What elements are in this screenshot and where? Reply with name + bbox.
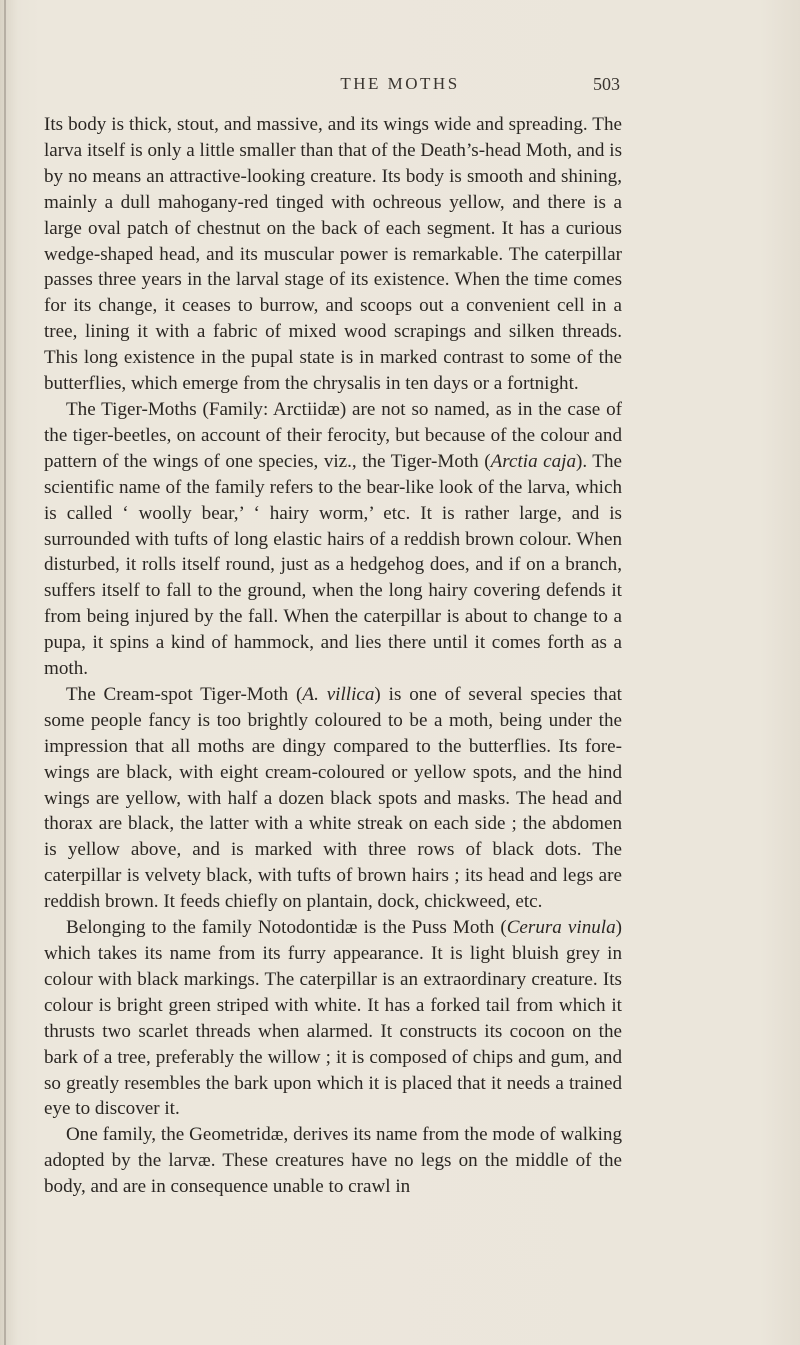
paragraph-text: ) is one of several species that some people fancy is too brightly coloured to be a moth, being under the impression that all moths are dingy compared to the butterflies. Its fore-wings are black, with eight cream-coloured or yellow spots, and the hind wings are yellow, with half a dozen black spots and masks. The head and thorax are black, the latter with a white streak on each side ; the abdomen is yellow above, and is marked with three rows of black dots. The caterpillar is velvety black, with tufts of brown hairs ; its head and legs are reddish brown. It feeds chiefly on plantain, dock, chickweed, etc. — [44, 683, 622, 913]
scientific-name: Arctia caja — [490, 450, 576, 472]
paragraph-text: The Cream-spot Tiger-Moth ( — [66, 683, 303, 705]
paragraph — [44, 915, 622, 1122]
paragraph — [44, 1122, 622, 1200]
paragraph — [44, 397, 622, 682]
scientific-name: A. villica — [302, 683, 375, 705]
paragraph-text: Belonging to the family Notodontidæ is the Puss Moth ( — [66, 917, 507, 939]
paragraph — [44, 682, 622, 915]
body-text — [44, 112, 622, 1200]
paragraph — [44, 112, 622, 397]
paragraph-text: The Tiger-Moths (Family: Arctiidæ) are not so named, as in the case of the tiger-beetles, on account of their ferocity, but because of the colour and pattern of the wings of one species, viz., the Tiger-Moth ( — [44, 398, 622, 472]
paragraph-text: Its body is thick, stout, and massive, and its wings wide and spreading. The larva itself is only a little smaller than that of the Death’s-head Moth, and is by no means an attractive-looking creature. Its body is smooth and shining, mainly a dull mahogany-red tinged with ochreous yellow, and there is a large oval patch of chestnut on the back of each segment. It has a curious wedge-shaped head, and its muscular power is remarkable. The caterpillar passes three years in the larval stage of its existence. When the time comes for its change, it ceases to burrow, and scoops out a convenient cell in a tree, lining it with a fabric of mixed wood scrapings and silken threads. This long existence in the pupal state is in marked contrast to some of the butterflies, which emerge from the chrysalis in ten days or a fortnight. — [44, 114, 622, 395]
paragraph-text: ). The scientific name of the family refers to the bear-like look of the larva, which is called ‘ woolly bear,’ ‘ hairy worm,’ etc. It is rather large, and is surrounded with tufts of long elastic hairs of a reddish brown colour. When disturbed, it rolls itself round, just as a hedgehog does, and if on a branch, suffers itself to fall to the ground, when the long hairy covering defends it from being injured by the fall. When the caterpillar is about to change to a pupa, it spins a kind of hammock, and lies there until it comes forth as a moth. — [44, 450, 622, 680]
paragraph-text: One family, the Geometridæ, derives its name from the mode of walking adopted by the larvæ. These creatures have no legs on the middle of the body, and are in consequence unable to crawl in — [44, 1124, 622, 1198]
scientific-name: Cerura vinula — [506, 917, 616, 939]
paragraph-text: ) which takes its name from its furry appearance. It is light bluish grey in colour with black markings. The caterpillar is an extraordinary creature. Its colour is bright green striped with white. It has a forked tail from which it thrusts two scarlet threads when alarmed. It constructs its cocoon on the bark of a tree, preferably the willow ; it is composed of chips and gum, and so greatly resembles the bark upon which it is placed that it needs a trained eye to discover it. — [44, 917, 622, 1120]
running-head: THE MOTHS — [340, 74, 460, 93]
page-header — [0, 74, 800, 98]
page-number: 503 — [593, 74, 620, 94]
page-gutter-edge — [4, 0, 6, 1345]
